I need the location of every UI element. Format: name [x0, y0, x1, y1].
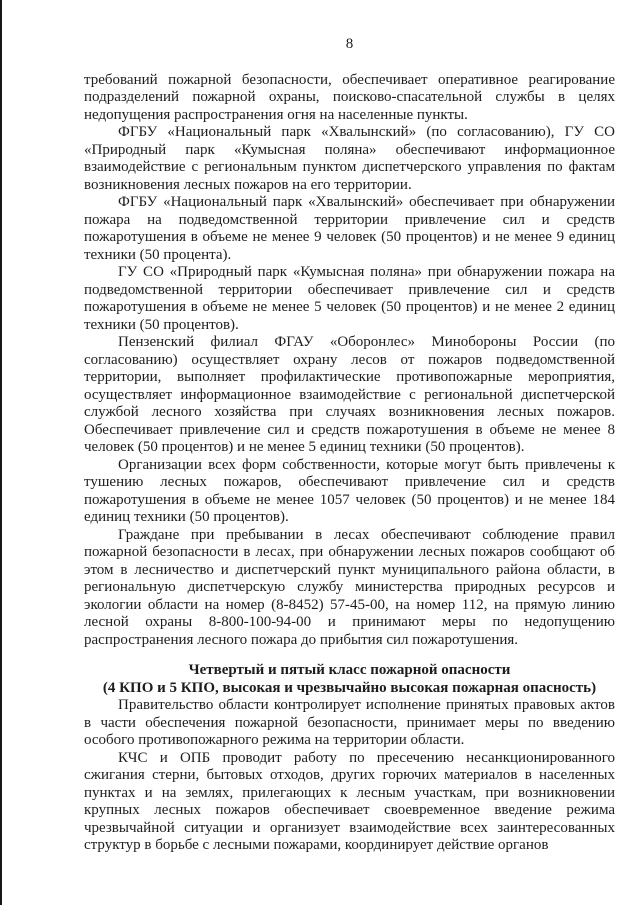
paragraph-fgbu-khvalynsky-forces: ФГБУ «Национальный парк «Хвалынский» обеспечивает при обнаружении пожара на подведомственной территории привлечение сил и средств пожаротушения в объеме не менее 9 человек (50 процентов) и не менее 9 единиц техники (50 процента). [84, 194, 615, 263]
paragraph-fgbu-khvalynsky-info: ФГБУ «Национальный парк «Хвалынский» (по согласованию), ГУ СО «Природный парк «Кумысная поляна» обеспечивают информационное взаимодействие с региональным пунктом диспетчерского управления по фактам возникновения лесных пожаров на его территории. [84, 124, 615, 193]
paragraph-organizations: Организации всех форм собственности, которые могут быть привлечены к тушению лесных пожаров, обеспечивают привлечение сил и средств пожаротушения в объеме не менее 1057 человек (50 процентов) и не менее 184 единиц техники (50 процентов). [84, 456, 615, 525]
section-heading [84, 662, 615, 697]
section-body-text-block [84, 697, 615, 855]
paragraph-penza-oboronles: Пензенский филиал ФГАУ «Оборонлес» Минобороны России (по согласованию) осуществляет охрану лесов от пожаров подведомственной территории, выполняет профилактические противопожарные мероприятия, осуществляет информационное взаимодействие с региональной диспетчерской службой лесного хозяйства при случаях возникновения лесных пожаров. Обеспечивает привлечение сил и средств пожаротушения в объеме не менее 8 человек (50 процентов) и не менее 5 единиц техники (50 процентов). [84, 334, 615, 455]
scan-edge-line [0, 0, 2, 905]
page-number: 8 [345, 36, 354, 52]
body-text-block [84, 72, 615, 650]
paragraph-citizens: Граждане при пребывании в лесах обеспечивают соблюдение правил пожарной безопасности в лесах, при обнаружении лесных пожаров сообщают об этом в лесничество и диспетчерский пункт муниципального района области, в региональную диспетчерскую службу министерства природных ресурсов и экологии области на номер (8-8452) 57-45-00, на номер 112, на прямую линию лесной охраны 8-800-100-94-00 и принимают меры по недопущению распространения лесного пожара до прибытия сил пожаротушения. [84, 526, 615, 648]
section-heading-line2: (4 КПО и 5 КПО, высокая и чрезвычайно высокая пожарная опасность) [102, 679, 597, 696]
paragraph-kchs-opb: КЧС и ОПБ проводит работу по пресечению несанкционированного сжигания стерни, бытовых отходов, других горючих материалов в населенных пунктах и на землях, прилегающих к лесным участкам, при возникновении крупных лесных пожаров обеспечивает своевременное введение режима чрезвычайной ситуации и организует взаимодействие всех заинтересованных структур в борьбе с лесными пожарами, координирует действие органов [84, 749, 615, 853]
paragraph-government: Правительство области контролирует исполнение принятых правовых актов в части обеспечения пожарной безопасности, принимает меры по введению особого противопожарного режима на территории области. [84, 697, 615, 748]
paragraph-kumysnaya-polyana: ГУ СО «Природный парк «Кумысная поляна» при обнаружении пожара на подведомственной территории обеспечивает привлечение сил и средств пожаротушения в объеме не менее 5 человек (50 процентов) и не менее 2 единиц техники (50 процентов). [84, 264, 615, 333]
paragraph-continuation: требований пожарной безопасности, обеспечивает оперативное реагирование подразделений пожарной охраны, поисково-спасательной службы в целях недопущения распространения огня на населенные пункты. [84, 71, 615, 123]
page-content [84, 36, 615, 855]
section-heading-line1: Четвертый и пятый класс пожарной опасности [188, 662, 511, 678]
